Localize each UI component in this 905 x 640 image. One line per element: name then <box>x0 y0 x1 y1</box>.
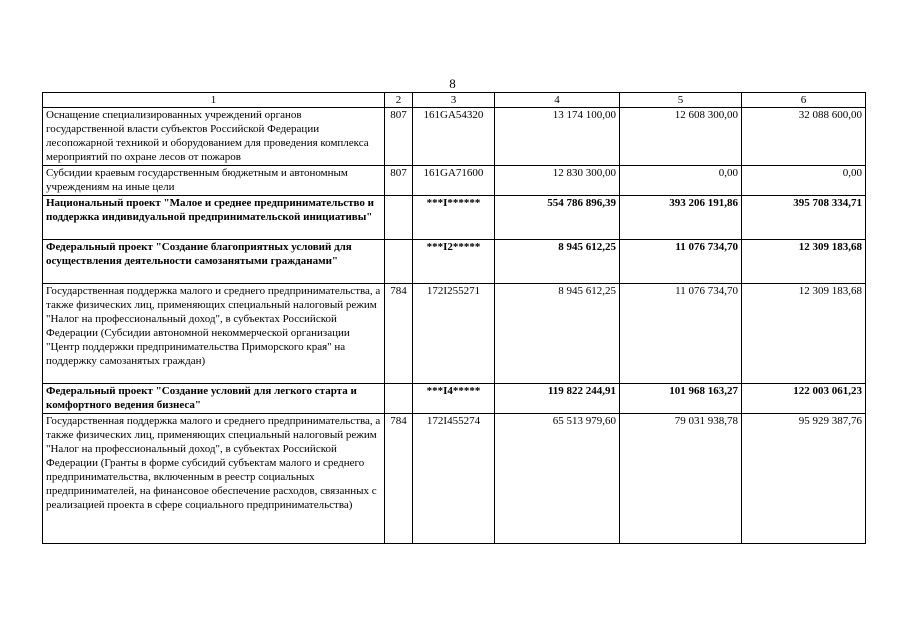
row-target: ***I4***** <box>413 384 495 414</box>
row-target: 161GA71600 <box>413 166 495 196</box>
page-number: 8 <box>449 76 456 91</box>
row-value-4: 119 822 244,91 <box>495 384 620 414</box>
table-row <box>43 196 866 240</box>
budget-table <box>42 92 866 544</box>
row-description: Государственная поддержка малого и среднего предпринимательства, а также физических лиц, применяющих специальный налоговый режим "Налог на профессиональный доход", в субъектах Российской Федерации (Гранты в форме субсидий субъектам малого и среднего предпринимательства, включенным в реестр социальных предпринимателей, на финансовое обеспечение расходов, связанных с реализацией проекта в сфере социального предпринимательства) <box>43 414 385 544</box>
table-row <box>43 240 866 284</box>
row-code: 807 <box>385 108 413 166</box>
column-header-5: 5 <box>620 93 742 108</box>
row-value-4: 13 174 100,00 <box>495 108 620 166</box>
column-header-4: 4 <box>495 93 620 108</box>
column-header-1: 1 <box>43 93 385 108</box>
column-header-2: 2 <box>385 93 413 108</box>
row-code <box>385 196 413 240</box>
row-value-4: 65 513 979,60 <box>495 414 620 544</box>
row-target: 161GA54320 <box>413 108 495 166</box>
row-value-6: 395 708 334,71 <box>742 196 866 240</box>
row-code: 784 <box>385 284 413 384</box>
row-value-4: 8 945 612,25 <box>495 284 620 384</box>
row-description: Федеральный проект "Создание благоприятных условий для осуществления деятельности самозанятыми гражданами" <box>43 240 385 284</box>
row-description: Государственная поддержка малого и среднего предпринимательства, а также физических лиц, применяющих специальный налоговый режим "Налог на профессиональный доход", в субъектах Российской Федерации (Субсидии автономной некоммерческой организации "Центр поддержки предпринимательства Приморского края" на поддержку самозанятых граждан) <box>43 284 385 384</box>
row-description: Национальный проект "Малое и среднее предпринимательство и поддержка индивидуальной предпринимательской инициативы" <box>43 196 385 240</box>
row-description: Субсидии краевым государственным бюджетным и автономным учреждениям на иные цели <box>43 166 385 196</box>
row-value-6: 12 309 183,68 <box>742 240 866 284</box>
column-header-3: 3 <box>413 93 495 108</box>
row-value-5: 0,00 <box>620 166 742 196</box>
row-target: 172I455274 <box>413 414 495 544</box>
table-row <box>43 284 866 384</box>
row-value-5: 101 968 163,27 <box>620 384 742 414</box>
row-code <box>385 240 413 284</box>
column-header-6: 6 <box>742 93 866 108</box>
row-target: ***I****** <box>413 196 495 240</box>
table-row <box>43 108 866 166</box>
row-description: Оснащение специализированных учреждений органов государственной власти субъектов Российской Федерации лесопожарной техникой и оборудованием для проведения комплекса мероприятий по охране лесов от пожаров <box>43 108 385 166</box>
table-row <box>43 414 866 544</box>
row-value-5: 393 206 191,86 <box>620 196 742 240</box>
table-row <box>43 166 866 196</box>
row-value-5: 11 076 734,70 <box>620 240 742 284</box>
row-code <box>385 384 413 414</box>
table-row <box>43 384 866 414</box>
row-code: 807 <box>385 166 413 196</box>
row-target: ***I2***** <box>413 240 495 284</box>
row-target: 172I255271 <box>413 284 495 384</box>
table-header-row <box>43 93 866 108</box>
row-value-4: 8 945 612,25 <box>495 240 620 284</box>
row-value-6: 0,00 <box>742 166 866 196</box>
row-value-4: 554 786 896,39 <box>495 196 620 240</box>
row-value-6: 95 929 387,76 <box>742 414 866 544</box>
row-value-6: 122 003 061,23 <box>742 384 866 414</box>
row-value-5: 79 031 938,78 <box>620 414 742 544</box>
row-value-6: 32 088 600,00 <box>742 108 866 166</box>
row-value-5: 11 076 734,70 <box>620 284 742 384</box>
row-code: 784 <box>385 414 413 544</box>
row-value-6: 12 309 183,68 <box>742 284 866 384</box>
row-description: Федеральный проект "Создание условий для легкого старта и комфортного ведения бизнеса" <box>43 384 385 414</box>
row-value-5: 12 608 300,00 <box>620 108 742 166</box>
row-value-4: 12 830 300,00 <box>495 166 620 196</box>
